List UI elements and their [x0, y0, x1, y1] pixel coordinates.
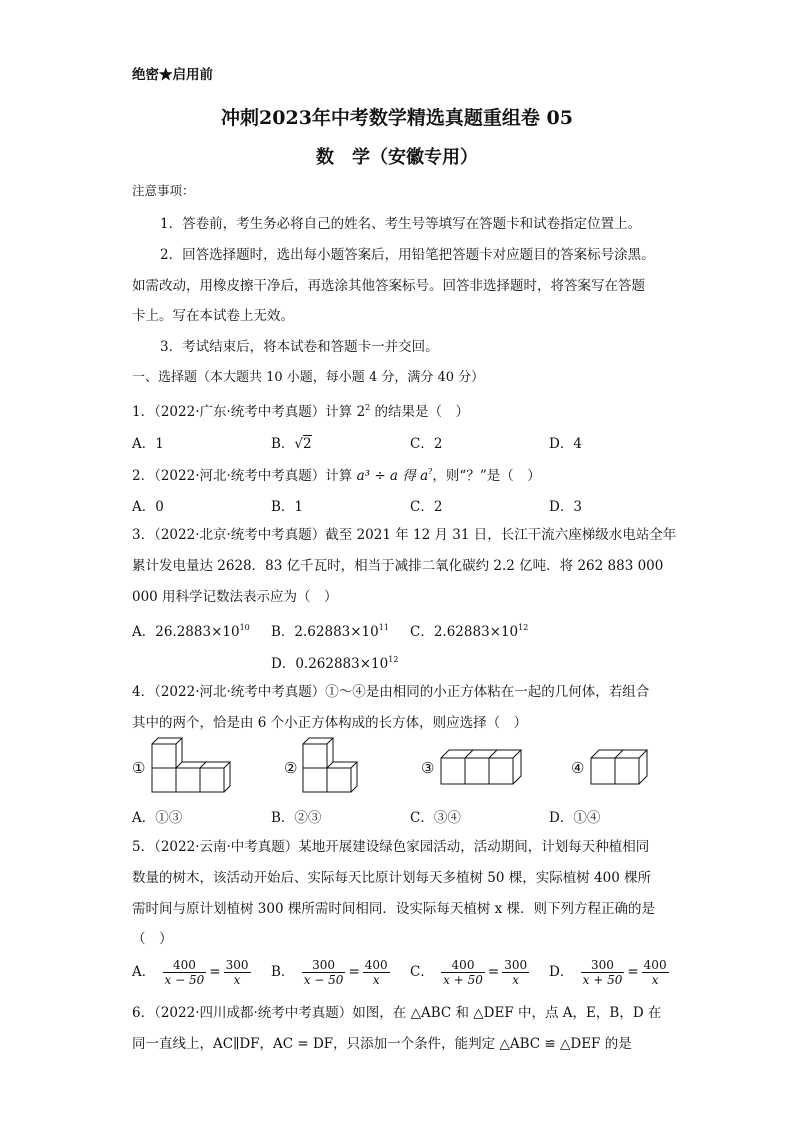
confidential-label: 绝密★启用前	[132, 67, 213, 83]
question-4-line-1: 4．（2022·河北·统考中考真题）①～④是由相同的小正方体粘在一起的几何体，若组合	[132, 684, 650, 700]
q5-a-rhs-den: x	[233, 973, 241, 987]
figure-3-cubes	[437, 748, 525, 788]
exam-title: 冲刺2023年中考数学精选真题重组卷 05	[221, 107, 573, 129]
q2-option-b: B．1	[271, 499, 304, 515]
question-5-line-4: （ ）	[132, 931, 173, 947]
q4-option-c: C．③④	[410, 810, 461, 826]
figure-2-label: ②	[284, 759, 298, 777]
q5-option-b-label: B．	[271, 964, 295, 980]
notes-heading: 注意事项：	[132, 183, 195, 198]
figure-4-label: ④	[571, 759, 585, 777]
q1-option-b	[271, 432, 312, 452]
q2-expression: a³ ÷ a 得 a	[356, 468, 429, 484]
q5-b-rhs-den: x	[372, 973, 380, 987]
question-1-stem	[132, 399, 469, 421]
figure-1-cubes	[148, 736, 232, 798]
q1-option-d: D．4	[549, 436, 582, 452]
q2-option-c: C．2	[410, 499, 443, 515]
q3-option-c	[410, 620, 528, 640]
q5-option-d-label: D．	[549, 964, 574, 980]
q3-option-d-exp: 12	[388, 655, 399, 664]
q1-option-b-label: B．	[271, 436, 295, 452]
q5-a-lhs-den: x − 50	[164, 973, 205, 987]
q4-option-a: A．①③	[132, 810, 183, 826]
figure-2-cubes	[299, 736, 359, 798]
q3-option-c-base: C．2.62883×10	[410, 624, 519, 640]
q5-option-b: B． $\frac{300}{x - 50}$ = $\frac{400}{x}$	[271, 958, 388, 987]
q1-option-c: C．2	[410, 436, 443, 452]
q3-option-d-base: D．0.262883×10	[271, 656, 389, 672]
q3-option-a-exp: 10	[239, 623, 250, 632]
q5-option-c-label: C．	[410, 964, 434, 980]
q3-option-c-exp: 12	[518, 623, 529, 632]
q5-a-rhs-num: 300	[225, 958, 249, 972]
question-3-line-3: 000 用科学记数法表示应为（ ）	[132, 589, 338, 605]
q3-option-b-exp: 11	[378, 623, 389, 632]
question-6-line-1: 6．（2022·四川成都·统考中考真题）如图，在 △ABC 和 △DEF 中，点 A，E，B，D 在	[132, 1005, 662, 1021]
q5-option-a-label: A．	[132, 964, 156, 980]
q5-b-lhs-num: 300	[302, 958, 346, 973]
q5-a-lhs-fraction	[163, 958, 207, 987]
exam-subtitle: 数 学（安徽专用）	[316, 147, 478, 168]
question-4-line-2: 其中的两个，恰是由 6 个小正方体构成的长方体，则应选择（ ）	[132, 715, 528, 731]
q5-option-a: A． $\frac{400}{x - 50}$ = $\frac{300}{x}$	[132, 958, 249, 987]
q3-option-d	[271, 652, 398, 672]
q2-option-a: A．0	[132, 499, 164, 515]
q5-d-rhs-den: x	[651, 973, 659, 987]
note-item-3: 3．考试结束后，将本试卷和答题卡一并交回。	[160, 339, 439, 355]
q1-stem-b: 的结果是（ ）	[370, 404, 470, 420]
question-5-line-1: 5．（2022·云南·中考真题）某地开展建设绿色家园活动，活动期间，计划每天种植相同	[132, 839, 650, 855]
q5-d-rhs-fraction	[642, 958, 669, 987]
sqrt-icon: √	[294, 436, 304, 452]
question-5-line-3: 需时间与原计划植树 300 棵所需时间相同．设实际每天植树 x 棵．则下列方程正确的是	[132, 901, 656, 917]
q5-b-rhs-fraction	[363, 958, 390, 987]
figure-3-label: ③	[421, 759, 435, 777]
q5-b-rhs-num: 400	[364, 958, 388, 972]
q2-unknown: ?	[428, 467, 433, 476]
q5-b-lhs-fraction	[302, 958, 346, 987]
note-item-2-cont2: 卡上。写在本试卷上无效。	[132, 308, 294, 324]
q4-option-b: B．②③	[271, 810, 322, 826]
q5-option-c: C． $\frac{400}{x + 50}$ = $\frac{300}{x}$	[410, 958, 528, 987]
q5-d-rhs-num: 400	[643, 958, 667, 972]
q1-stem-a: 1．（2022·广东·统考中考真题）计算 2	[132, 404, 366, 420]
q5-c-lhs-den: x + 50	[443, 973, 483, 987]
q4-option-d: D．①④	[549, 810, 601, 826]
question-3-line-2: 累计发电量达 2628．83 亿千瓦时，相当于减排二氧化碳约 2.2 亿吨．将 262 883 000	[132, 558, 664, 574]
question-3-line-1: 3．（2022·北京·统考中考真题）截至 2021 年 12 月 31 日，长江干流六座梯级水电站全年	[132, 527, 677, 543]
q5-d-lhs-fraction	[581, 958, 625, 987]
figure-4-cubes	[587, 748, 651, 788]
q2-stem-b: ，则“？”是（ ）	[432, 468, 541, 484]
q1-option-a: A．1	[132, 436, 164, 452]
q2-option-d: D．3	[549, 499, 582, 515]
q1-sup: 2	[365, 403, 371, 412]
q5-d-lhs-den: x + 50	[582, 973, 623, 987]
note-item-2-cont: 如需改动，用橡皮擦干净后，再选涂其他答案标号。回答非选择题时，将答案写在答题	[132, 278, 645, 294]
q5-c-rhs-den: x	[512, 973, 520, 987]
q5-c-lhs-fraction	[441, 958, 485, 987]
q3-option-a-base: A．26.2883×10	[132, 624, 240, 640]
q5-option-d: D． $\frac{300}{x + 50}$ = $\frac{400}{x}$	[549, 958, 667, 987]
q5-c-lhs-num: 400	[441, 958, 485, 973]
q5-a-lhs-num: 400	[163, 958, 207, 973]
q3-option-b	[271, 620, 389, 640]
q3-option-a	[132, 620, 250, 640]
q5-d-lhs-num: 300	[581, 958, 625, 973]
q5-c-rhs-fraction	[502, 958, 529, 987]
note-item-1: 1．答卷前，考生务必将自己的姓名、考生号等填写在答题卡和试卷指定位置上。	[160, 216, 642, 232]
q3-option-b-base: B．2.62883×10	[271, 624, 379, 640]
question-2-stem	[132, 463, 541, 485]
note-item-2: 2．回答选择题时，选出每小题答案后，用铅笔把答题卡对应题目的答案标号涂黑。	[160, 247, 655, 263]
q5-b-lhs-den: x − 50	[303, 973, 344, 987]
question-6-line-2: 同一直线上，AC∥DF，AC = DF，只添加一个条件，能判定 △ABC ≌ △DEF 的是	[132, 1036, 632, 1052]
figure-1-label: ①	[132, 759, 146, 777]
q5-c-rhs-num: 300	[504, 958, 528, 972]
question-5-line-2: 数量的树木，该活动开始后、实际每天比原计划每天多植树 50 棵，实际植树 400 棵所	[132, 870, 652, 886]
q1-option-b-radicand: 2	[303, 436, 312, 452]
section-heading: 一、选择题（本大题共 10 小题，每小题 4 分，满分 40 分）	[132, 370, 485, 385]
q5-a-rhs-fraction	[224, 958, 251, 987]
q2-stem-a: 2．（2022·河北·统考中考真题）计算	[132, 468, 357, 484]
